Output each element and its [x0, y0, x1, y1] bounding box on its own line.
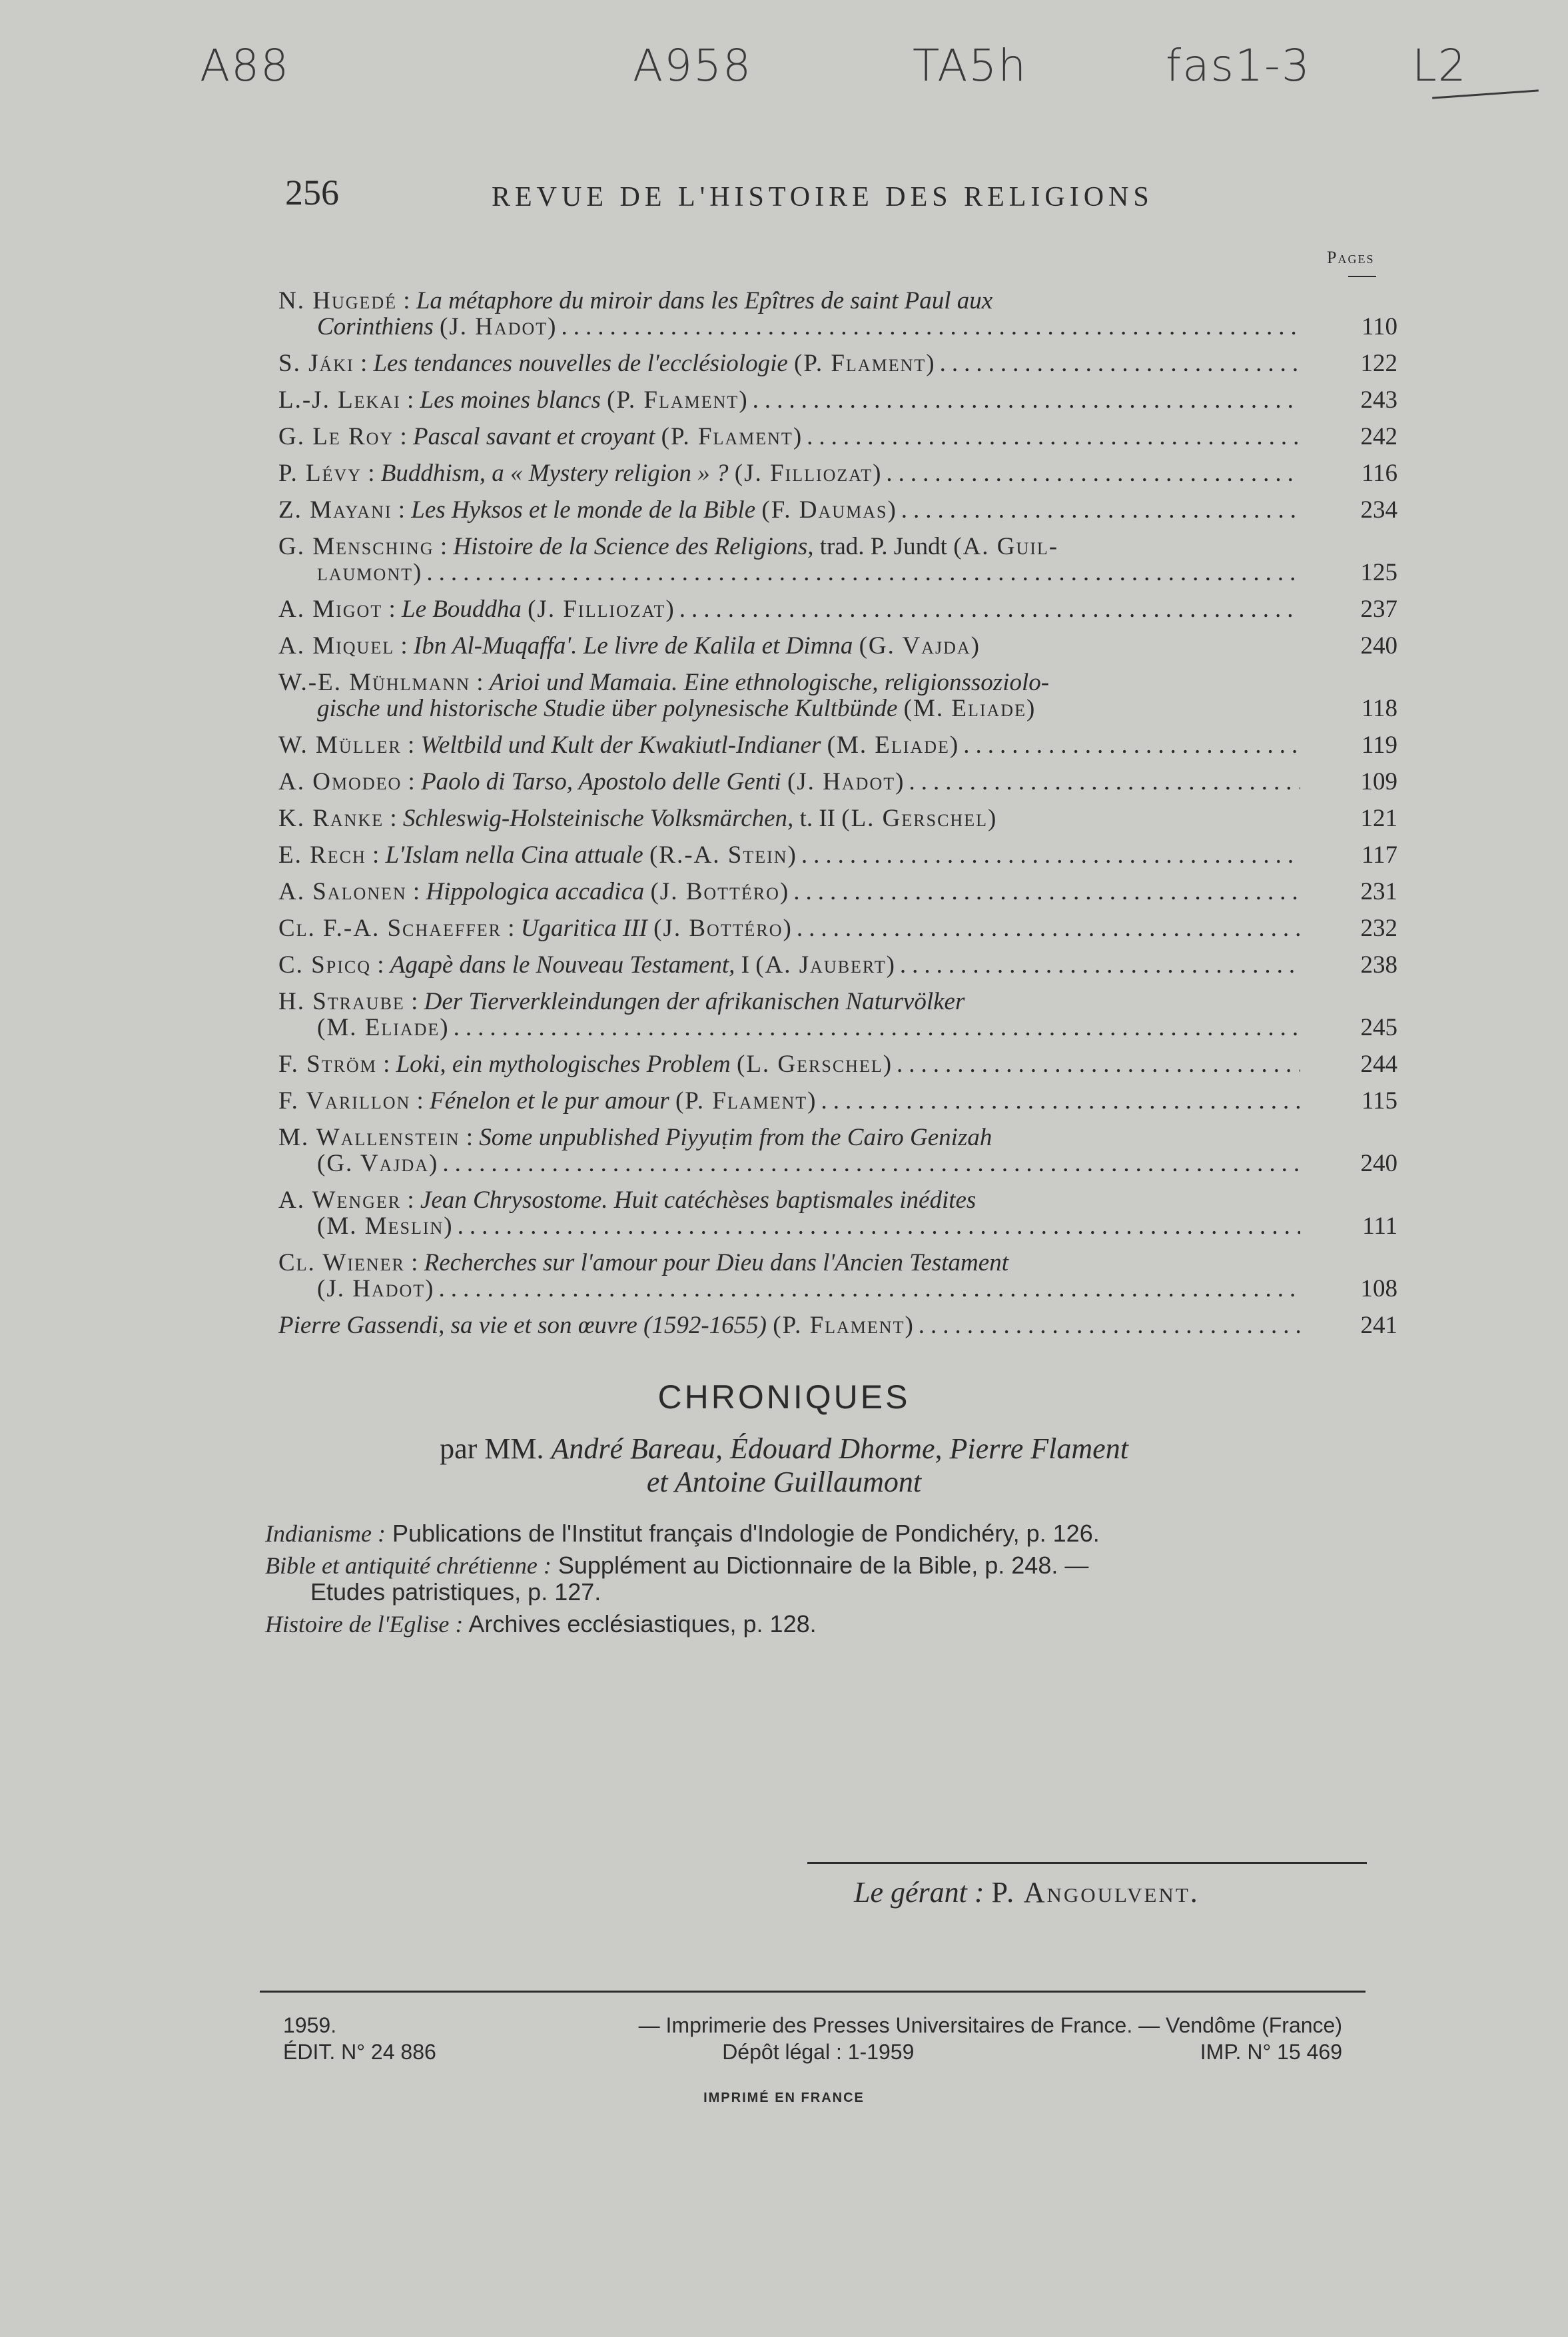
leader-dots [442, 1151, 1300, 1176]
review-author: Cl. Wiener [278, 1250, 405, 1276]
review-entry: K. Ranke : Schleswig-Holsteinische Volksmärchen, t. II (L. Gerschel) 121 [278, 805, 1397, 832]
review-reviewer-cont: laumont) [317, 560, 423, 586]
leader-dots [909, 769, 1300, 795]
review-entry [278, 1312, 1397, 1338]
review-title-cont: Corinthiens [317, 314, 434, 340]
review-title: Histoire de la Science des Religions, [453, 534, 814, 560]
review-author: C. Spicq [278, 952, 371, 978]
review-entry: N. Hugedé : La métaphore du miroir dans les Epîtres de saint Paul aux Corinthiens (J. Hadot) ..... 110 [278, 288, 1397, 340]
review-reviewer: (R.-A. Stein) [649, 842, 797, 868]
review-entry: L.-J. Lekai : Les moines blancs (P. Flament) ..... 243 [278, 387, 1397, 413]
review-entry: A. Migot : Le Bouddha (J. Filliozat) ..... 237 [278, 596, 1397, 622]
pages-column-label: Pages [1327, 248, 1375, 267]
review-entry: W.-E. Mühlmann : Arioi und Mamaia. Eine ethnologische, religionssoziolo- gische und historische Studie über polynesische Kultbünde (M. Eliade) 118 [278, 670, 1397, 722]
review-title: Weltbild und Kult der Kwakiutl-Indianer [420, 732, 821, 758]
review-reviewer: (J. Filliozat) [528, 596, 675, 622]
review-author: H. Straube [278, 989, 405, 1015]
review-author: A. Wenger [278, 1187, 402, 1213]
review-reviewer: (M. Eliade) [903, 696, 1036, 721]
signature-label: Le gérant : [854, 1876, 984, 1909]
review-entry: G. Le Roy : Pascal savant et croyant (P. Flament) ..... 242 [278, 424, 1397, 450]
review-reviewer: (J. Filliozat) [734, 460, 883, 486]
review-page: 109 [1360, 768, 1397, 795]
review-title: Schleswig-Holsteinische Volksmärchen, [402, 805, 794, 831]
review-title: Paolo di Tarso, Apostolo delle Genti [421, 769, 781, 795]
leader-dots [438, 1276, 1300, 1302]
review-entry: Cl. Wiener : Recherches sur l'amour pour Dieu dans l'Ancien Testament (J. Hadot) ..... 108 [278, 1250, 1397, 1302]
review-reviewer: (J. Hadot) [317, 1276, 435, 1302]
handwritten-note-4: fas1-3 [1166, 40, 1311, 91]
review-page: 242 [1360, 423, 1397, 450]
review-reviewer: (J. Hadot) [440, 314, 558, 340]
leader-dots [753, 387, 1300, 413]
review-author: A. Salonen [278, 879, 407, 905]
review-title: Pascal savant et croyant [412, 424, 655, 450]
review-reviewer: (G. Vajda) [859, 633, 980, 659]
review-reviewer: (G. Vajda) [317, 1151, 439, 1176]
chronicle-category: Indianisme : [265, 1520, 386, 1547]
chronicle-item [265, 1611, 1397, 1637]
review-author: Cl. F.-A. Schaeffer [278, 915, 502, 941]
chronicle-list [265, 1520, 1397, 1643]
review-title: Arioi und Mamaia. Eine ethnologische, religionssoziolo- [489, 670, 1050, 696]
review-entry: P. Lévy : Buddhism, a « Mystery religion » ? (J. Filliozat) ..... 116 [278, 460, 1397, 486]
review-title: Le Bouddha [402, 596, 522, 622]
review-entry: W. Müller : Weltbild und Kult der Kwakiutl-Indianer (M. Eliade) ..... 119 [278, 732, 1397, 758]
review-entry: E. Rech : L'Islam nella Cina attuale (R.-A. Stein) ..... 117 [278, 842, 1397, 868]
imprint-printer: — Imprimerie des Presses Universitaires de France. — Vendôme (France) [638, 2013, 1342, 2037]
leader-dots [886, 460, 1300, 486]
review-entry: M. Wallenstein : Some unpublished Piyyuṭim from the Cairo Genizah (G. Vajda) ..... 240 [278, 1125, 1397, 1176]
review-page: 237 [1360, 596, 1397, 623]
review-author: G. Le Roy [278, 424, 394, 450]
chronicle-text: Publications de l'Institut français d'Indologie de Pondichéry, p. 126. [392, 1520, 1100, 1547]
journal-title: REVUE DE L'HISTOIRE DES RELIGIONS [492, 182, 1154, 213]
review-reviewer: (A. Jaubert) [755, 952, 896, 978]
review-entry: Z. Mayani : Les Hyksos et le monde de la Bible (F. Daumas) ..... 234 [278, 497, 1397, 523]
leader-dots [454, 1015, 1300, 1041]
leader-dots [919, 1312, 1300, 1338]
review-reviewer: (A. Guil- [953, 534, 1059, 560]
chroniques-heading: CHRONIQUES [657, 1378, 911, 1416]
imprint-year: 1959. [283, 2013, 337, 2037]
review-page: 119 [1361, 731, 1397, 759]
review-title: Les tendances nouvelles de l'ecclésiologie [373, 350, 788, 376]
imprint [283, 2012, 1342, 2065]
imprint-country: IMPRIMÉ EN FRANCE [703, 2091, 865, 2105]
leader-dots [897, 1051, 1300, 1077]
review-title: L'Islam nella Cina attuale [385, 842, 643, 868]
review-entry: F. Ström : Loki, ein mythologisches Problem (L. Gerschel) ..... 244 [278, 1051, 1397, 1077]
handwritten-note-3: TA5h [913, 40, 1028, 91]
review-page: 110 [1361, 313, 1397, 340]
signature-rule [807, 1862, 1367, 1864]
review-page: 121 [1360, 805, 1397, 832]
leader-dots [901, 497, 1300, 523]
imprint-rule [260, 1991, 1366, 1993]
leader-dots [561, 314, 1300, 340]
imprint-depot: Dépôt légal : 1-1959 [722, 2040, 915, 2064]
review-author: S. Jáki [278, 350, 354, 376]
review-title: Some unpublished Piyyuṭim from the Cairo Genizah [479, 1125, 992, 1151]
review-entry: A. Omodeo : Paolo di Tarso, Apostolo delle Genti (J. Hadot) ..... 109 [278, 769, 1397, 795]
chronicle-text-cont: Etudes patristiques, p. 127. [310, 1578, 601, 1606]
review-reviewer: (J. Hadot) [787, 769, 905, 795]
review-author: A. Omodeo [278, 769, 402, 795]
chronicle-category: Histoire de l'Eglise : [265, 1611, 464, 1637]
imprint-imp-number: IMP. N° 15 469 [1200, 2040, 1342, 2064]
review-reviewer: (L. Gerschel) [737, 1051, 893, 1077]
leader-dots [963, 732, 1300, 758]
review-reviewer: (P. Flament) [675, 1088, 817, 1114]
review-entry: F. Varillon : Fénelon et le pur amour (P. Flament) ..... 115 [278, 1088, 1397, 1114]
review-page: 118 [1361, 695, 1397, 722]
review-title: Ibn Al-Muqaffa'. Le livre de Kalila et Dimna [413, 633, 853, 659]
review-reviewer: (F. Daumas) [761, 497, 897, 523]
review-reviewer: (J. Bottéro) [650, 879, 790, 905]
leader-dots [679, 596, 1300, 622]
chronicle-text: Supplément au Dictionnaire de la Bible, p. 248. — [558, 1552, 1089, 1579]
review-author: L.-J. Lekai [278, 387, 401, 413]
review-reviewer: (M. Meslin) [317, 1213, 454, 1239]
review-page: 240 [1360, 632, 1397, 660]
review-author: E. Rech [278, 842, 366, 868]
review-author: P. Lévy [278, 460, 362, 486]
review-reviewer: (P. Flament) [794, 350, 936, 376]
review-author: F. Varillon [278, 1088, 411, 1114]
review-entry: A. Miquel : Ibn Al-Muqaffa'. Le livre de Kalila et Dimna (G. Vajda) 240 [278, 632, 1397, 660]
review-reviewer: (P. Flament) [773, 1312, 915, 1338]
review-page: 117 [1361, 841, 1397, 869]
review-reviewer: (P. Flament) [661, 424, 803, 450]
reviews-list [278, 288, 1397, 1349]
leader-dots [821, 1088, 1300, 1114]
review-title: La métaphore du miroir dans les Epîtres de saint Paul aux [416, 288, 993, 314]
leader-dots [807, 424, 1300, 450]
review-extra: I [741, 952, 749, 978]
leader-dots [900, 952, 1300, 978]
byline-prefix: par MM. [440, 1432, 544, 1465]
running-head [285, 172, 1397, 225]
review-author: W. Müller [278, 732, 402, 758]
chroniques-byline [0, 1432, 1568, 1499]
review-page: 231 [1360, 878, 1397, 905]
review-page: 116 [1361, 460, 1397, 487]
review-title: Jean Chrysostome. Huit catéchèses baptismales inédites [420, 1187, 977, 1213]
chronicle-item [265, 1520, 1397, 1547]
review-author: G. Mensching [278, 534, 434, 560]
review-extra: trad. P. Jundt [819, 534, 947, 560]
review-author: A. Miquel [278, 633, 395, 659]
review-title: Hippologica accadica [426, 879, 645, 905]
review-title: Recherches sur l'amour pour Dieu dans l'Ancien Testament [424, 1250, 1008, 1276]
review-entry: S. Jáki : Les tendances nouvelles de l'ecclésiologie (P. Flament) ..... 122 [278, 350, 1397, 376]
review-page: 243 [1360, 386, 1397, 414]
leader-dots [797, 915, 1300, 941]
review-page: 241 [1360, 1312, 1397, 1339]
byline-names-cont: et Antoine Guillaumont [646, 1466, 922, 1498]
review-entry: G. Mensching : Histoire de la Science des Religions, trad. P. Jundt (A. Guil- laumont) ..... 125 [278, 534, 1397, 586]
review-author: K. Ranke [278, 805, 384, 831]
handwritten-note-2: A958 [633, 40, 753, 91]
review-title-cont: gische und historische Studie über polynesische Kultbünde [317, 696, 898, 721]
pages-column-dash [1348, 276, 1376, 277]
byline-names: André Bareau, Édouard Dhorme, Pierre Flament [551, 1432, 1128, 1465]
review-reviewer: (L. Gerschel) [841, 805, 998, 831]
review-reviewer: (M. Eliade) [827, 732, 960, 758]
leader-dots [793, 879, 1300, 905]
chronicle-text: Archives ecclésiastiques, p. 128. [468, 1610, 817, 1637]
review-page: 244 [1360, 1051, 1397, 1078]
review-title: Buddhism, a « Mystery religion » ? [380, 460, 729, 486]
review-title: Les moines blancs [420, 387, 601, 413]
leader-dots [426, 560, 1300, 586]
leader-dots [458, 1213, 1300, 1239]
review-entry: A. Salonen : Hippologica accadica (J. Bottéro) ..... 231 [278, 879, 1397, 905]
review-page: 238 [1360, 951, 1397, 979]
review-author: Z. Mayani [278, 497, 392, 523]
review-title: Der Tierverkleindungen der afrikanischen Naturvölker [424, 989, 965, 1015]
review-extra: t. II [799, 805, 835, 831]
review-title: Fénelon et le pur amour [430, 1088, 669, 1114]
chronicle-category: Bible et antiquité chrétienne : [265, 1552, 552, 1579]
review-page: 232 [1360, 915, 1397, 942]
review-reviewer: (J. Bottéro) [653, 915, 793, 941]
review-author: A. Migot [278, 596, 383, 622]
review-author: N. Hugedé [278, 288, 398, 314]
handwritten-note-5: L2 [1412, 40, 1467, 91]
review-author: M. Wallenstein [278, 1125, 460, 1151]
page-number: 256 [285, 173, 339, 213]
review-title: Pierre Gassendi, sa vie et son œuvre (1592-1655) [278, 1312, 767, 1338]
review-page: 125 [1360, 559, 1397, 586]
review-entry: H. Straube : Der Tierverkleindungen der afrikanischen Naturvölker (M. Eliade) ..... 245 [278, 989, 1397, 1041]
review-author: W.-E. Mühlmann [278, 670, 470, 696]
review-page: 115 [1361, 1087, 1397, 1115]
imprint-edit-number: ÉDIT. N° 24 886 [283, 2040, 436, 2064]
review-reviewer: (M. Eliade) [317, 1015, 450, 1041]
review-page: 122 [1360, 350, 1397, 377]
review-title: Ugaritica III [520, 915, 647, 941]
review-title: Loki, ein mythologisches Problem [396, 1051, 731, 1077]
review-page: 240 [1360, 1150, 1397, 1177]
review-entry: A. Wenger : Jean Chrysostome. Huit catéchèses baptismales inédites (M. Meslin) ..... 111 [278, 1187, 1397, 1239]
leader-dots [801, 842, 1300, 868]
leader-dots [940, 350, 1300, 376]
handwritten-note-1: A88 [200, 40, 290, 91]
chronicle-item [265, 1552, 1397, 1606]
review-reviewer: (P. Flament) [607, 387, 749, 413]
signature [854, 1875, 1200, 1909]
review-page: 234 [1360, 496, 1397, 524]
review-title: Agapè dans le Nouveau Testament, [390, 952, 735, 978]
review-entry: C. Spicq : Agapè dans le Nouveau Testament, I (A. Jaubert) ..... 238 [278, 952, 1397, 978]
review-page: 111 [1362, 1212, 1397, 1240]
review-title: Les Hyksos et le monde de la Bible [411, 497, 756, 523]
review-author: F. Ström [278, 1051, 377, 1077]
review-entry: Cl. F.-A. Schaeffer : Ugaritica III (J. Bottéro) ..... 232 [278, 915, 1397, 941]
signature-name: P. Angoulvent. [991, 1876, 1200, 1909]
review-page: 108 [1360, 1275, 1397, 1302]
review-page: 245 [1360, 1014, 1397, 1041]
